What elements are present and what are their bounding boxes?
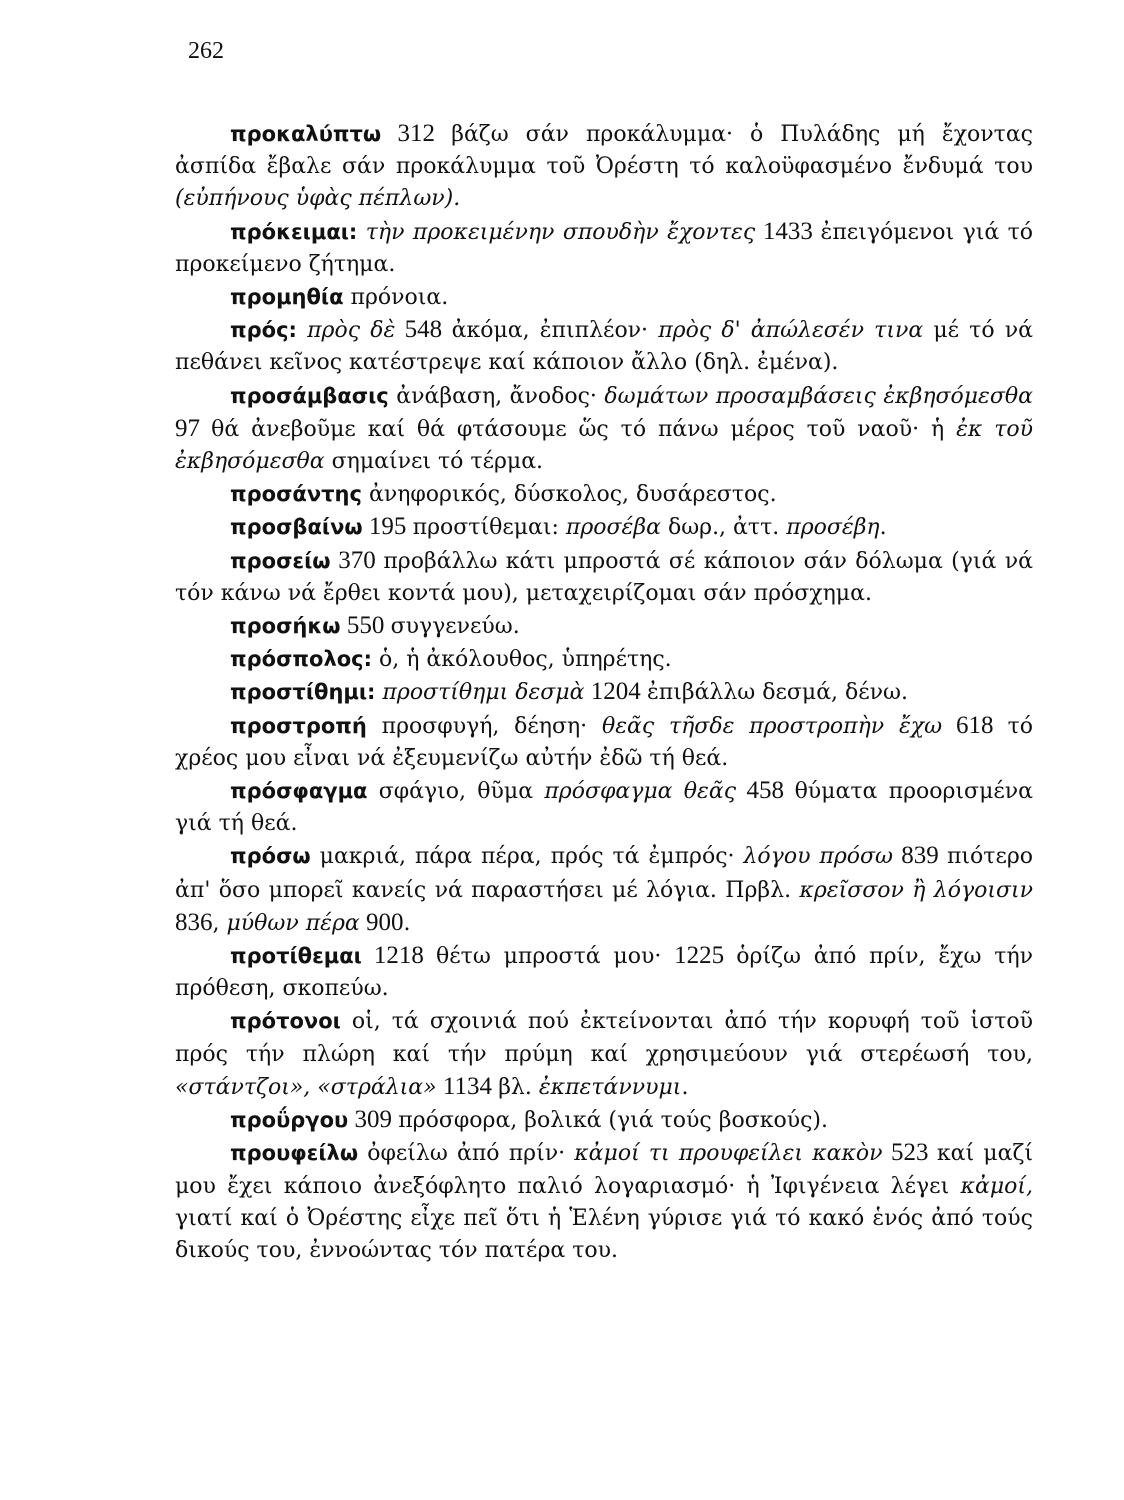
glossary-entry [175,610,1033,643]
entry-line-ref: 1218 [361,942,437,970]
entry-text: . [403,910,411,936]
entry-quote: ἐκ τοῦ ἐκβησόμεσθα [175,416,1034,475]
entry-quote: πρὸς δ' ἀπώλεσέν τινα [658,318,924,344]
entry-quote: τὴν προκειμένην σπουδὴν ἔχοντες [365,219,756,245]
entry-text: καί μαζί μου ἔχει κάποιο ἀνεξόφλητο παλιό λογαριασμό· ἡ Ἰφιγένεια λέγει [175,1141,1033,1199]
entry-text: θύματα προορισμένα γιά τή θεά. [175,779,1034,837]
entry-text: μακριά, πάρα πέρα, πρός τά ἐμπρός· [310,844,744,870]
entry-line-ref: 1204 [584,678,647,706]
glossary-entry [175,545,1033,610]
entry-headword: πρός: [230,318,297,343]
entry-quote: προσέβη [786,515,880,541]
entry-headword: προκαλύπτω [230,122,382,146]
entry-quote: ἐκπετάννυμι [538,1074,682,1100]
entry-text: προβάλλω κάτι μπροστά σέ κάποιον σάν δόλωμα (γιά νά τόν κάνω νά ἔρθει κοντά μου), μεταχειρίζομαι σάν πρόσχημα. [175,548,1034,606]
entry-text [297,318,307,343]
entry-quote: πρὸς δὲ [307,318,396,344]
entry-text: ἀκόμα, ἐπιπλέον· [451,318,659,344]
entry-headword: πρόσω [230,844,311,869]
entry-headword: προσάμβασις [230,383,389,408]
entry-text: θέτω μπροστά μου· [436,944,675,970]
glossary-entry [175,676,1033,709]
glossary-entry [175,511,1033,544]
glossary-entry [175,775,1033,840]
entry-headword: προστροπή [230,713,367,738]
entry-line-ref: 1134 [436,1072,499,1100]
glossary-entry [175,380,1033,479]
glossary-entry [175,1137,1033,1267]
entry-text: βλ. [498,1074,539,1100]
entry-quote: κρεῖσσον ἢ λόγοισιν [799,877,1033,903]
entry-text: ἀνάβαση, ἄνοδος· [388,383,605,409]
entry-text: πρόνοια. [343,285,449,311]
entry-text: συγγενεύω. [390,614,520,640]
entry-quote: μύθων πέρα [226,910,360,936]
glossary-column [175,118,1033,1267]
entry-line-ref: 836 [175,908,213,936]
entry-line-ref: 523 [882,1139,937,1167]
entry-text: σημαίνει τό τέρμα. [324,449,544,475]
entry-text: πρόσφορα, βολικά (γιά τούς βοσκούς). [398,1108,828,1134]
entry-text: γιατί καί ὁ Ὀρέστης εἶχε πεῖ ὅτι ἡ Ἑλένη γύρισε γιά τό κακό ἑνός ἀπό τούς δικούς του, ἐννοώντας τόν πατέρα του. [175,1205,1033,1263]
entry-line-ref: 195 [362,513,413,541]
entry-headword: πρόκειμαι: [230,219,358,244]
entry-line-ref: 618 [942,711,1008,739]
entry-line-ref: 97 [175,414,212,442]
entry-quote: «στάντζοι», «στράλια» [175,1074,437,1100]
entry-text: προστίθεμαι: [412,515,566,541]
entry-text: ὀφείλω ἀπό πρίν· [358,1141,575,1167]
entry-line-ref: 550 [340,612,391,640]
entry-headword: προμηθία [230,285,344,310]
page-number: 262 [188,38,224,64]
glossary-entry [175,710,1033,775]
entry-text: μέ τό νά πεθάνει κεῖνος κατέστρεψε καί κάποιον ἄλλο (δηλ. ἐμένα). [175,318,1033,376]
glossary-entry [175,643,1033,676]
entry-text: ἐπιβάλλω δεσμά, δένω. [646,680,908,706]
glossary-entry [175,940,1033,1005]
entry-text: βάζω σάν προκάλυμμα· ὁ Πυλάδης μή ἔχοντας ἀσπίδα ἔβαλε σάν προκάλυμμα τοῦ Ὀρέστη τό καλοϋφασμένο ἔνδυμά του [175,122,1033,180]
entry-text: , [212,910,227,936]
entry-line-ref: 1225 [674,942,737,970]
glossary-entry [175,1104,1033,1137]
entry-quote: δωμάτων προσαμβάσεις ἐκβησόμεσθα [604,383,1033,409]
entry-text [357,220,365,245]
entry-quote: κἀμοί τι προυφείλει κακὸν [574,1141,883,1167]
entry-text: ὁ, ἡ ἀκόλουθος, ὑπηρέτης. [372,647,672,673]
entry-text: ἀνηφορικός, δύσκολος, δυσάρεστος. [361,482,777,508]
entry-headword: προσάντης [230,482,362,507]
entry-text: ὁρίζω ἀπό πρίν, ἔχω τήν πρόθεση, σκοπεύω. [175,944,1034,1002]
entry-line-ref: 1433 [755,217,821,245]
entry-quote: προσέβα [565,515,661,541]
entry-text: . [879,515,887,541]
entry-headword: προστίθημι: [230,680,376,705]
entry-quote: πρόσφαγμα θεᾶς [544,779,737,805]
entry-headword: προσείω [230,548,331,573]
entry-headword: προΰργου [230,1108,349,1133]
entry-text: δωρ., ἀττ. [660,515,787,541]
glossary-entry [175,314,1033,379]
entry-line-ref: 839 [893,842,947,870]
entry-text: ἐπειγόμενοι γιά τό προκείμενο ζήτημα. [175,219,1034,277]
glossary-entry [175,216,1033,281]
entry-headword: προτίθεμαι [230,944,362,969]
entry-headword: προσβαίνω [230,515,363,540]
entry-text: τό χρέος μου εἶναι νά ἐξευμενίζω αὐτήν ἐδῶ τή θεά. [175,713,1033,771]
entry-headword: πρότονοι [230,1009,341,1034]
entry-headword: προσήκω [230,614,341,639]
glossary-entry [175,118,1033,216]
entry-quote: λόγου πρόσω [743,844,893,870]
entry-line-ref: 900 [359,908,404,936]
entry-headword: πρόσφαγμα [230,779,368,804]
entry-text: οἱ, τά σχοινιά πού ἐκτείνονται ἀπό τήν κορυφή τοῦ ἱστοῦ πρός τήν πλώρη καί τήν πρύμη καί χρησιμεύουν γιά στερέωσή του, [175,1009,1033,1067]
entry-headword: προυφείλω [230,1141,359,1166]
entry-line-ref: 312 [381,120,452,147]
entry-quote: κἀμοί, [960,1173,1033,1199]
entry-text: πιότερο ἀπ' ὅσο μπορεῖ κανείς νά παραστήσει μέ λόγια. Πρβλ. [175,844,1034,903]
entry-text: θά ἀνεβοῦμε καί θά φτάσουμε ὥς τό πάνω μέρος τοῦ ναοῦ· ἡ [211,416,957,442]
glossary-entry [175,1005,1033,1104]
entry-quote: θεᾶς τῆσδε προστροπὴν ἔχω [601,713,943,739]
glossary-entry [175,281,1033,314]
glossary-entry [175,840,1033,940]
entry-text: σφάγιο, θῦμα [367,779,545,805]
entry-text: . [681,1074,689,1100]
entry-line-ref: 309 [348,1106,399,1134]
entry-quote: προστίθημι δεσμὰ [382,680,585,706]
entry-text: προσφυγή, δέηση· [366,713,602,739]
entry-line-ref: 458 [736,777,795,805]
glossary-entry [175,478,1033,511]
entry-headword: πρόσπολος: [230,647,373,672]
entry-line-ref: 370 [330,546,384,574]
entry-quote: (εὐπήνους ὑφὰς πέπλων). [175,186,461,212]
entry-line-ref: 548 [395,316,452,344]
